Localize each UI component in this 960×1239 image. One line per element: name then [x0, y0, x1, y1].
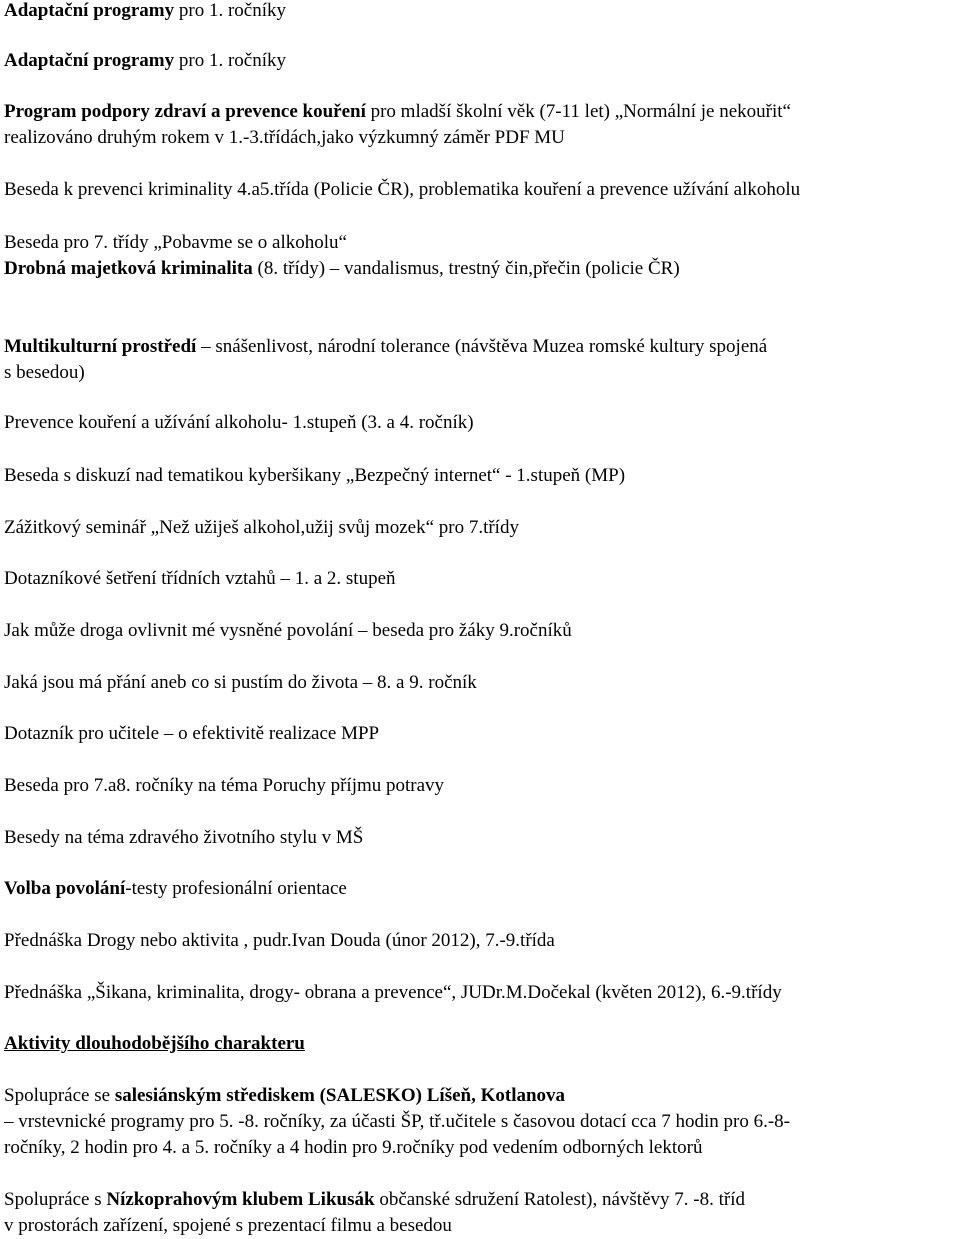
career-choice-line: Volba povolání-testy profesionální orientace	[4, 878, 347, 899]
cyberbullying-line: Beseda s diskuzí nad tematikou kyberšikany „Bezpečný internet“ - 1.stupeň (MP)	[4, 465, 626, 486]
salesko-line: Spolupráce se salesiánským střediskem (SALESKO) Líšeň, Kotlanova	[4, 1085, 566, 1106]
healthy-lifestyle-line: Besedy na téma zdravého životního stylu v MŠ	[4, 827, 364, 848]
multicultural-line: Multikulturní prostředí – snášenlivost, národní tolerance (návštěva Muzea romské kultury spojená	[4, 336, 768, 357]
likusak-line: Spolupráce s Nízkoprahovým klubem Likusák občanské sdružení Ratolest), návštěvy 7. -8. tříd	[4, 1189, 745, 1210]
health-program-line: Program podpory zdraví a prevence kouření pro mladší školní věk (7-11 let) „Normální je nekouřit“	[4, 101, 791, 122]
heading-adaptation-programs-1: Adaptační programy pro 1. ročníky	[4, 0, 287, 21]
likusak-line-2: v prostorách zařízení, spojené s prezentací filmu a besedou	[4, 1215, 452, 1236]
heading-adaptation-programs-2: Adaptační programy pro 1. ročníky	[4, 50, 287, 71]
eating-disorders-line: Beseda pro 7.a8. ročníky na téma Poruchy příjmu potravy	[4, 775, 445, 796]
questionnaire-line: Dotazníkové šetření třídních vztahů – 1. a 2. stupeň	[4, 568, 396, 589]
wishes-line: Jaká jsou má přání aneb co si pustím do života – 8. a 9. ročník	[4, 672, 477, 693]
alcohol-talk-line: Beseda pro 7. třídy „Pobavme se o alkoholu“	[4, 232, 347, 253]
teacher-questionnaire-line: Dotazník pro učitele – o efektivitě realizace MPP	[4, 723, 380, 744]
career-drug-line: Jak může droga ovlivnit mé vysněné povolání – beseda pro žáky 9.ročníků	[4, 620, 572, 641]
experience-seminar-line: Zážitkový seminář „Než užiješ alkohol,užij svůj mozek“ pro 7.třídy	[4, 517, 519, 538]
health-program-line-2: realizováno druhým rokem v 1.-3.třídách,jako výzkumný záměr PDF MU	[4, 127, 565, 148]
salesko-line-3: ročníky, 2 hodin pro 4. a 5. ročníky a 4 hodin pro 9.ročníky pod vedením odborných lektorů	[4, 1137, 703, 1158]
bullying-lecture-line: Přednáška „Šikana, kriminalita, drogy- obrana a prevence“, JUDr.M.Dočekal (květen 2012), 6.-9.třídy	[4, 982, 782, 1003]
long-term-activities-heading: Aktivity dlouhodobějšího charakteru	[4, 1033, 305, 1054]
crime-prevention-line: Beseda k prevenci kriminality 4.a5.třída (Policie ČR), problematika kouření a prevence užívání alkoholu	[4, 179, 801, 200]
smoking-prevention-line: Prevence kouření a užívání alkoholu- 1.stupeň (3. a 4. ročník)	[4, 412, 474, 433]
drugs-lecture-line: Přednáška Drogy nebo aktivita , pudr.Ivan Douda (únor 2012), 7.-9.třída	[4, 930, 555, 951]
petty-crime-line: Drobná majetková kriminalita (8. třídy) – vandalismus, trestný čin,přečin (policie ČR)	[4, 258, 680, 279]
multicultural-line-2: s besedou)	[4, 362, 85, 383]
salesko-line-2: – vrstevnické programy pro 5. -8. ročníky, za účasti ŠP, tř.učitele s časovou dotací cca 7 hodin pro 6.-8-	[4, 1111, 790, 1132]
